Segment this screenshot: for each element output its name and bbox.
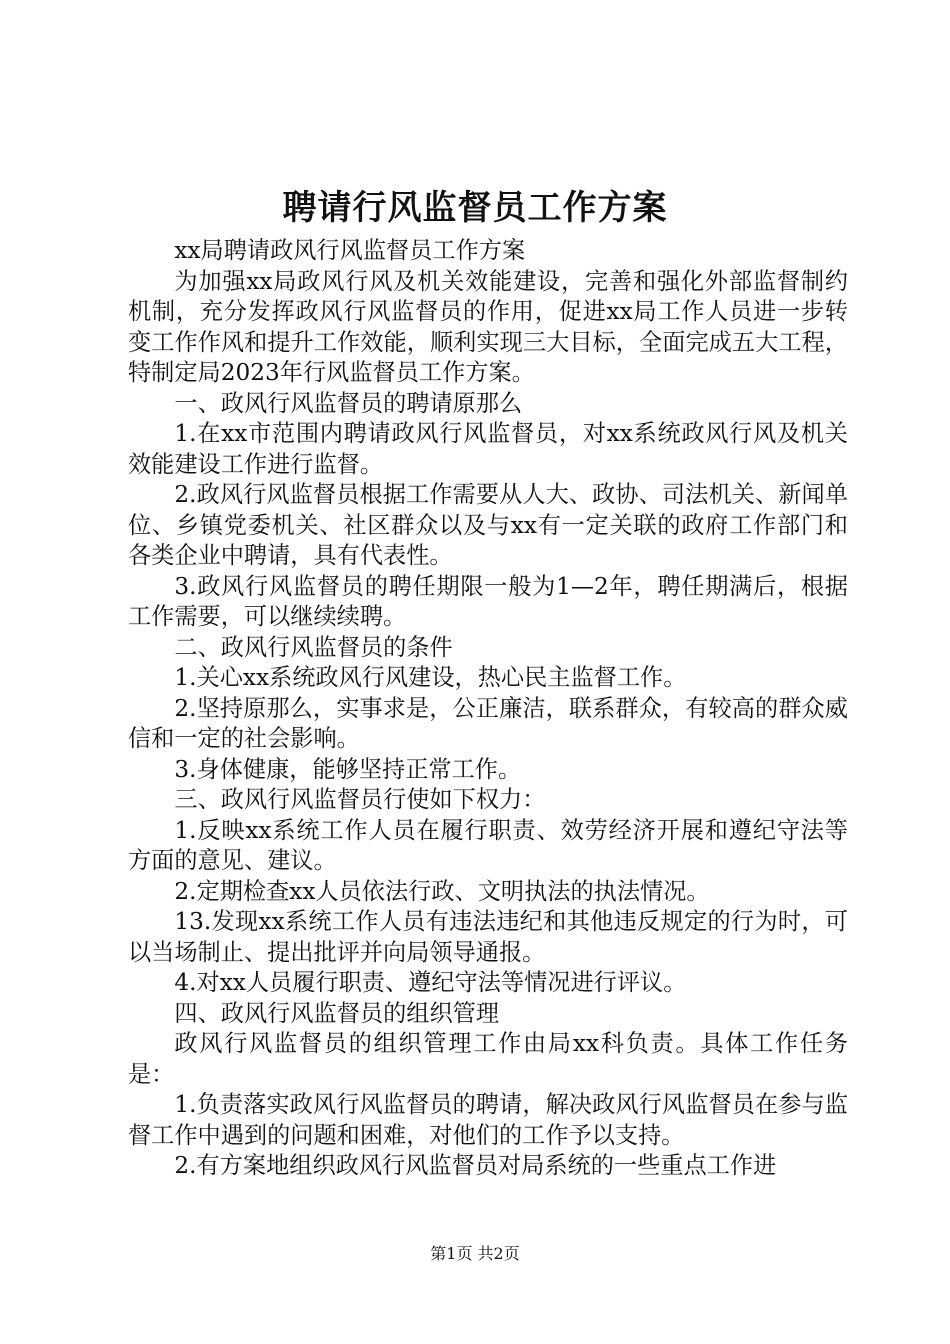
paragraph: 3.身体健康，能够坚持正常工作。 — [174, 755, 522, 783]
paragraph: 3.政风行风监督员的聘任期限一般为1—2年，聘任期满后，根据工作需要，可以继续续聘。 — [128, 572, 848, 630]
paragraph: 2.有方案地组织政风行风监督员对局系统的一些重点工作进 — [174, 1152, 777, 1179]
paragraph: 1.反映xx系统工作人员在履行职责、效劳经济开展和遵纪守法等方面的意见、建议。 — [128, 816, 848, 874]
document-body — [128, 236, 848, 1182]
paragraph: 2.定期检查xx人员依法行政、文明执法的执法情况。 — [174, 877, 710, 905]
paragraph: 1.关心xx系统政风行风建设，热心民主监督工作。 — [174, 664, 687, 691]
paragraph: 为加强xx局政风行风及机关效能建设，完善和强化外部监督制约机制，充分发挥政风行风监督员的作用，促进xx局工作人员进一步转变工作作风和提升工作效能，顺利实现三大目标，全面完成五大工程，特制定局2023年行风监督员工作方案。 — [128, 267, 848, 386]
paragraph: 2.政风行风监督员根据工作需要从人大、政协、司法机关、新闻单位、乡镇党委机关、社区群众以及与xx有一定关联的政府工作部门和各类企业中聘请，具有代表性。 — [128, 481, 848, 569]
paragraph: xx局聘请政风行风监督员工作方案 — [174, 237, 526, 264]
paragraph: 政风行风监督员的组织管理工作由局xx科负责。具体工作任务是： — [128, 1030, 848, 1088]
document-title: 聘请行风监督员工作方案 — [282, 188, 668, 228]
paragraph: 2.坚持原那么，实事求是，公正廉洁，联系群众，有较高的群众威信和一定的社会影响。 — [128, 694, 848, 752]
paragraph: 4.对xx人员履行职责、遵纪守法等情况进行评议。 — [174, 969, 687, 996]
section-heading: 四、政风行风监督员的组织管理 — [174, 999, 500, 1027]
page-footer: 第1页 共2页 — [430, 1244, 520, 1263]
paragraph: 1.在xx市范围内聘请政风行风监督员，对xx系统政风行风及机关效能建设工作进行监督。 — [128, 420, 848, 478]
paragraph: 1.负责落实政风行风监督员的聘请，解决政风行风监督员在参与监督工作中遇到的问题和困难，对他们的工作予以支持。 — [128, 1091, 848, 1149]
paragraph: 13.发现xx系统工作人员有违法违纪和其他违反规定的行为时，可以当场制止、提出批评并向局领导通报。 — [128, 908, 848, 966]
section-heading: 三、政风行风监督员行使如下权力： — [174, 786, 546, 813]
section-heading: 二、政风行风监督员的条件 — [174, 633, 453, 661]
section-heading: 一、政风行风监督员的聘请原那么 — [174, 389, 523, 417]
